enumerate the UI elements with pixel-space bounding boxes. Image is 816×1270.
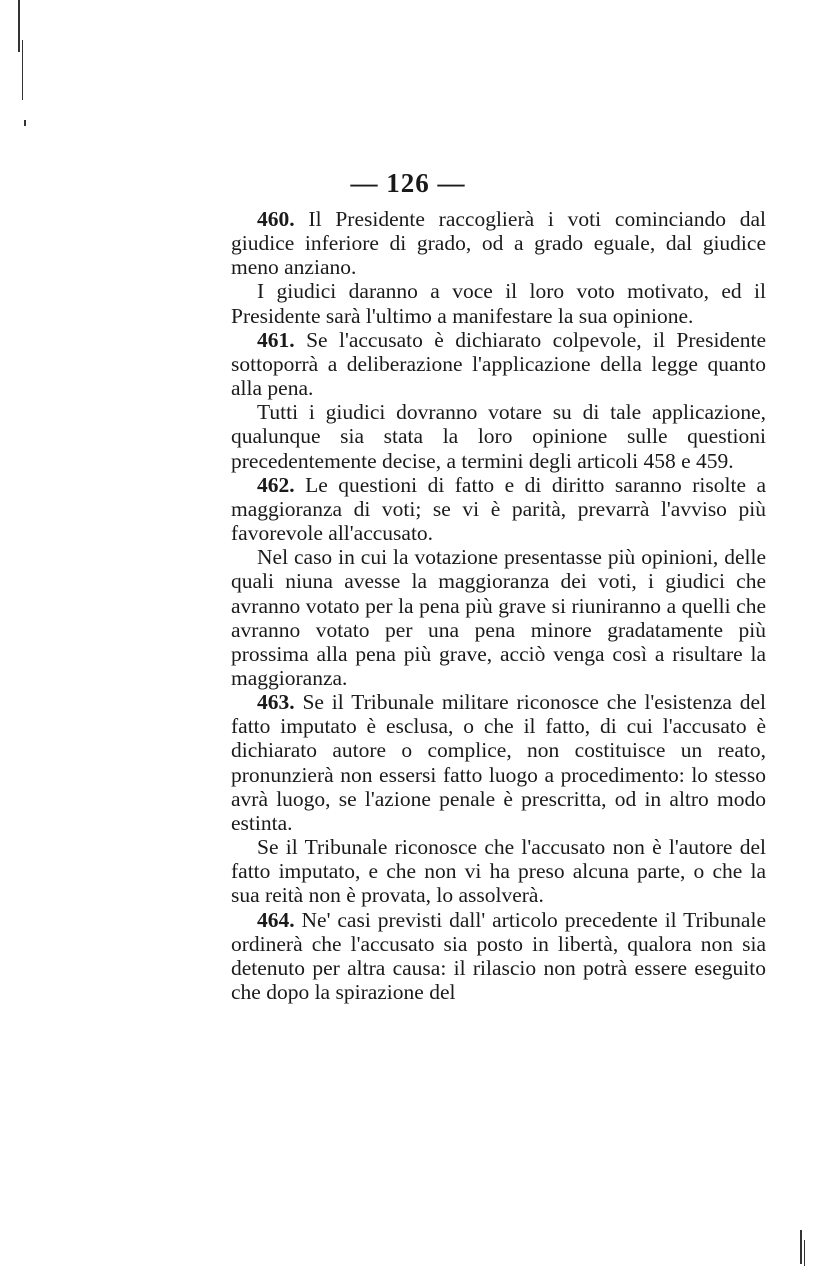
- article-text: Le questioni di fatto e di diritto saranno risolte a maggioranza di voti; se vi è parità, prevarrà l'avviso più favorevole all'accusato.: [231, 472, 767, 546]
- article-text: Ne' casi previsti dall' articolo precedente il Tribunale ordinerà che l'accusato sia posto in libertà, qualora non sia detenuto per altra causa: il rilascio non potrà essere eseguito che dopo la spirazione del: [231, 907, 766, 1004]
- article-462-paragraph-1: [231, 473, 766, 545]
- margin-line: [804, 1240, 805, 1266]
- article-number: 461.: [257, 327, 295, 352]
- article-number: 462.: [257, 472, 295, 497]
- body-text: [231, 207, 766, 1004]
- page-number: — 126 —: [350, 168, 466, 198]
- article-text: Il Presidente raccoglierà i voti cominciando dal giudice inferiore di grado, od a grado eguale, dal giudice meno anziano.: [231, 207, 766, 280]
- article-text: Se l'accusato è dichiarato colpevole, il Presidente sottoporrà a deliberazione l'applicazione della legge quanto alla pena.: [231, 327, 766, 401]
- article-text: Se il Tribunale militare riconosce che l'esistenza del fatto imputato è esclusa, o che il fatto, di cui l'accusato è dichiarato autore o complice, non costituisce un reato, pronunzierà non essersi fatto luogo a procedimento: lo stesso avrà luogo, se l'azione penale è prescritta, od in altro modo estinta.: [231, 690, 767, 835]
- article-463-paragraph-1: [231, 690, 766, 835]
- article-461-paragraph-1: [231, 328, 766, 400]
- article-460-paragraph-1: [231, 207, 766, 279]
- margin-line: [22, 40, 23, 100]
- article-462-paragraph-2: Nel caso in cui la votazione presentasse più opinioni, delle quali niuna avesse la maggioranza dei voti, i giudici che avranno votato per la pena più grave si riuniranno a quelli che avranno votato per una pena minore gradatamente più prossima alla pena più grave, acciò venga così a risultare la maggioranza.: [231, 545, 766, 690]
- article-461-paragraph-2: Tutti i giudici dovranno votare su di tale applicazione, qualunque sia stata la loro opinione sulle questioni precedentemente decise, a termini degli articoli 458 e 459.: [231, 400, 766, 473]
- margin-line: [18, 0, 20, 52]
- article-463-paragraph-2: Se il Tribunale riconosce che l'accusato non è l'autore del fatto imputato, e che non vi ha preso alcuna parte, o che la sua reità non è provata, lo assolverà.: [231, 835, 766, 908]
- article-464-paragraph-1: [231, 908, 766, 1005]
- article-460-paragraph-2: I giudici daranno a voce il loro voto motivato, ed il Presidente sarà l'ultimo a manifestare la sua opinione.: [231, 279, 766, 328]
- article-number: 463.: [257, 690, 295, 715]
- margin-mark: [24, 120, 26, 126]
- article-number: 460.: [257, 207, 295, 231]
- margin-line: [800, 1230, 802, 1264]
- article-number: 464.: [257, 907, 295, 932]
